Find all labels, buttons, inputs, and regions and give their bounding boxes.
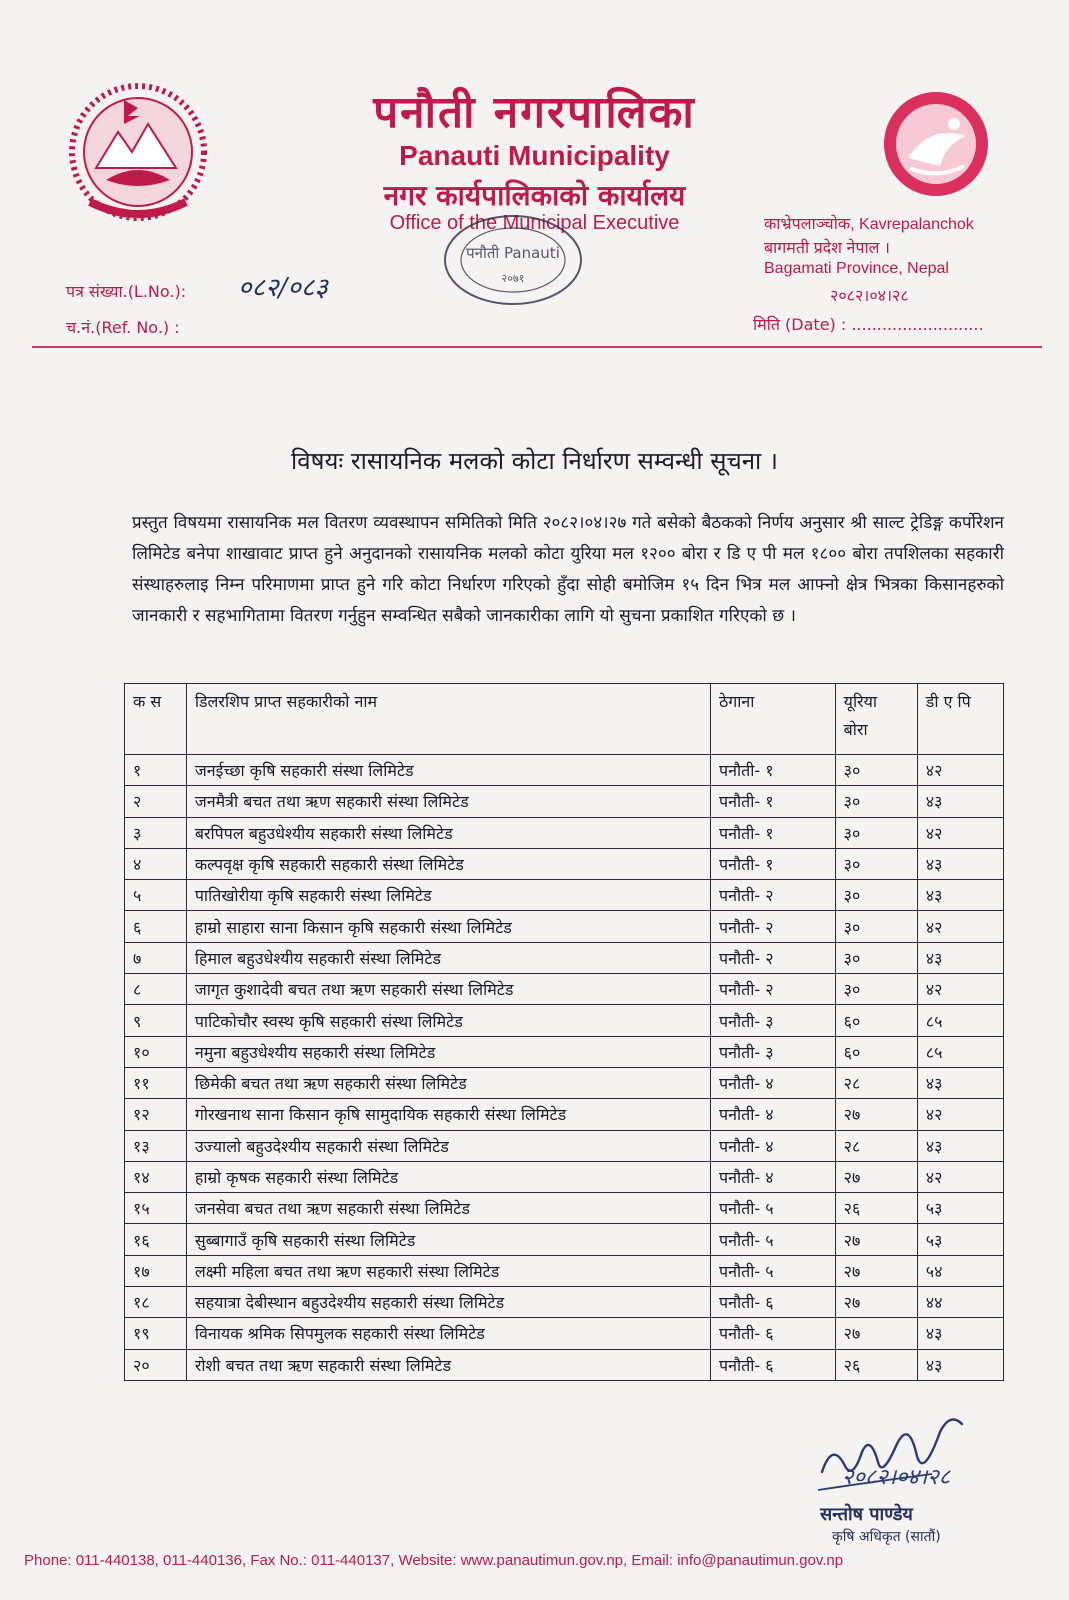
cell-urea: ३० bbox=[835, 942, 917, 973]
cell-address: पनौती- ५ bbox=[710, 1224, 835, 1255]
header-divider bbox=[32, 346, 1042, 348]
cell-name: पातिखोरीया कृषि सहकारी संस्था लिमिटेड bbox=[186, 880, 710, 911]
table-row bbox=[125, 1130, 1004, 1161]
cell-sn: ११ bbox=[125, 1067, 187, 1098]
cell-urea: ३० bbox=[835, 786, 917, 817]
municipality-title-nepali: पनौती नगरपालिका bbox=[373, 87, 696, 138]
table-row bbox=[125, 755, 1004, 786]
cell-sn: १६ bbox=[125, 1224, 187, 1255]
cell-name: पाटिकोचौर स्वस्थ कृषि सहकारी संस्था लिमिटेड bbox=[186, 1005, 710, 1036]
cell-address: पनौती- २ bbox=[710, 942, 835, 973]
municipality-title-english: Panauti Municipality bbox=[399, 140, 670, 171]
cell-urea: ३० bbox=[835, 974, 917, 1005]
cell-dap: ५३ bbox=[917, 1193, 1003, 1224]
stamp-year: २०७१ bbox=[501, 272, 525, 285]
cell-dap: ४२ bbox=[917, 911, 1003, 942]
office-stamp-icon bbox=[438, 210, 588, 310]
cell-sn: १२ bbox=[125, 1099, 187, 1130]
cell-dap: ४२ bbox=[917, 974, 1003, 1005]
cell-sn: ८ bbox=[125, 974, 187, 1005]
cell-urea: २७ bbox=[835, 1099, 917, 1130]
cell-urea: २७ bbox=[835, 1255, 917, 1286]
cell-name: नमुना बहुउधेश्यीय सहकारी संस्था लिमिटेड bbox=[186, 1036, 710, 1067]
cell-dap: ८५ bbox=[917, 1005, 1003, 1036]
table-row bbox=[125, 1224, 1004, 1255]
cell-name: विनायक श्रमिक सिपमुलक सहकारी संस्था लिमिटेड bbox=[186, 1318, 710, 1349]
reference-number-label: च.नं.(Ref. No.) : bbox=[66, 318, 180, 337]
cell-address: पनौती- ४ bbox=[710, 1161, 835, 1192]
cell-name: सुब्बागाउँ कृषि सहकारी संस्था लिमिटेड bbox=[186, 1224, 710, 1255]
col-header-urea-line2: बोरा bbox=[843, 720, 868, 739]
cell-address: पनौती- २ bbox=[710, 880, 835, 911]
cell-name: हाम्रो साहारा साना किसान कृषि सहकारी संस्था लिमिटेड bbox=[186, 911, 710, 942]
cell-urea: २६ bbox=[835, 1349, 917, 1380]
cell-address: पनौती- ६ bbox=[710, 1287, 835, 1318]
date-field-label: मिति (Date) : .......................... bbox=[753, 315, 984, 334]
table-row bbox=[125, 1099, 1004, 1130]
cell-name: लक्ष्मी महिला बचत तथा ऋण सहकारी संस्था लिमिटेड bbox=[186, 1255, 710, 1286]
cell-sn: ६ bbox=[125, 911, 187, 942]
cell-sn: ९ bbox=[125, 1005, 187, 1036]
cell-sn: १५ bbox=[125, 1193, 187, 1224]
cell-name: सहयात्रा देबीस्थान बहुउदेश्यीय सहकारी संस्था लिमिटेड bbox=[186, 1287, 710, 1318]
cell-address: पनौती- ४ bbox=[710, 1099, 835, 1130]
address-line-2: बागमती प्रदेश नेपाल । bbox=[764, 240, 890, 257]
cell-name: उज्यालो बहुउदेश्यीय सहकारी संस्था लिमिटेड bbox=[186, 1130, 710, 1161]
cell-address: पनौती- १ bbox=[710, 848, 835, 879]
table-row bbox=[125, 1287, 1004, 1318]
cell-dap: ४३ bbox=[917, 1318, 1003, 1349]
cell-name: छिमेकी बचत तथा ऋण सहकारी संस्था लिमिटेड bbox=[186, 1067, 710, 1098]
municipality-logo-icon bbox=[880, 88, 992, 200]
cell-address: पनौती- ६ bbox=[710, 1318, 835, 1349]
table-row bbox=[125, 1318, 1004, 1349]
table-row bbox=[125, 880, 1004, 911]
cell-dap: ४३ bbox=[917, 1130, 1003, 1161]
cell-name: रोशी बचत तथा ऋण सहकारी संस्था लिमिटेड bbox=[186, 1349, 710, 1380]
cell-urea: २७ bbox=[835, 1161, 917, 1192]
table-row bbox=[125, 1161, 1004, 1192]
notice-subject: विषयः रासायनिक मलको कोटा निर्धारण सम्वन्धी सूचना । bbox=[291, 447, 778, 475]
cell-dap: ५४ bbox=[917, 1255, 1003, 1286]
cell-urea: २८ bbox=[835, 1067, 917, 1098]
cell-address: पनौती- ५ bbox=[710, 1193, 835, 1224]
cell-dap: ४३ bbox=[917, 942, 1003, 973]
letter-number-label: पत्र संख्या.(L.No.): bbox=[66, 282, 187, 301]
table-header-row bbox=[125, 684, 1004, 755]
address-line-3: Bagamati Province, Nepal bbox=[764, 260, 949, 277]
signatory-title: कृषि अधिकृत (सातौं) bbox=[832, 1529, 941, 1545]
cell-urea: ६० bbox=[835, 1036, 917, 1067]
cell-sn: ७ bbox=[125, 942, 187, 973]
address-line-1: काभ्रेपलाञ्चोक, Kavrepalanchok bbox=[764, 216, 974, 233]
cell-address: पनौती- ५ bbox=[710, 1255, 835, 1286]
cell-dap: ४२ bbox=[917, 1099, 1003, 1130]
cell-name: हिमाल बहुउधेश्यीय सहकारी संस्था लिमिटेड bbox=[186, 942, 710, 973]
cell-sn: ४ bbox=[125, 848, 187, 879]
stamp-text: पनौती Panauti bbox=[466, 244, 560, 262]
header-date: २०८२।०४।२८ bbox=[830, 288, 909, 305]
footer-contact: Phone: 011-440138, 011-440136, Fax No.: 011-440137, Website: www.panautimun.gov.np, Email: info@panautimun.gov.np bbox=[24, 1552, 844, 1569]
cell-urea: ३० bbox=[835, 880, 917, 911]
cell-sn: ५ bbox=[125, 880, 187, 911]
cell-sn: २० bbox=[125, 1349, 187, 1380]
table-row bbox=[125, 817, 1004, 848]
table-row bbox=[125, 911, 1004, 942]
cell-urea: २८ bbox=[835, 1130, 917, 1161]
table-row bbox=[125, 848, 1004, 879]
cell-sn: ३ bbox=[125, 817, 187, 848]
cell-sn: १९ bbox=[125, 1318, 187, 1349]
cell-urea: २७ bbox=[835, 1224, 917, 1255]
cell-sn: १ bbox=[125, 755, 187, 786]
cell-dap: ४२ bbox=[917, 817, 1003, 848]
cell-address: पनौती- ३ bbox=[710, 1036, 835, 1067]
table-row bbox=[125, 786, 1004, 817]
cell-address: पनौती- १ bbox=[710, 817, 835, 848]
letter-number-value: ०८२/०८३ bbox=[238, 273, 328, 303]
cell-dap: ४२ bbox=[917, 1161, 1003, 1192]
office-title-english: Office of the Municipal Executive bbox=[389, 212, 680, 234]
cell-urea: ६० bbox=[835, 1005, 917, 1036]
cell-name: गोरखनाथ साना किसान कृषि सामुदायिक सहकारी संस्था लिमिटेड bbox=[186, 1099, 710, 1130]
table-row bbox=[125, 1349, 1004, 1380]
cell-address: पनौती- ४ bbox=[710, 1067, 835, 1098]
quota-table bbox=[124, 683, 1004, 1381]
cell-urea: २७ bbox=[835, 1287, 917, 1318]
cell-address: पनौती- २ bbox=[710, 974, 835, 1005]
cell-dap: ४४ bbox=[917, 1287, 1003, 1318]
cell-dap: ४३ bbox=[917, 880, 1003, 911]
cell-dap: ४३ bbox=[917, 848, 1003, 879]
cell-urea: ३० bbox=[835, 817, 917, 848]
cell-name: जागृत कुशादेवी बचत तथा ऋण सहकारी संस्था लिमिटेड bbox=[186, 974, 710, 1005]
cell-urea: ३० bbox=[835, 848, 917, 879]
cell-urea: २६ bbox=[835, 1193, 917, 1224]
cell-name: बरपिपल बहुउधेश्यीय सहकारी संस्था लिमिटेड bbox=[186, 817, 710, 848]
table-row bbox=[125, 1005, 1004, 1036]
notice-body: प्रस्तुत विषयमा रासायनिक मल वितरण व्यवस्थापन समितिको मिति २०८२।०४।२७ गते बसेको बैठकको निर्णय अनुसार श्री साल्ट ट्रेडिङ्ग कर्पोरेशन लिमिटेड बनेपा शाखावाट प्राप्त हुने अनुदानको रासायनिक मलको कोटा युरिया मल १२०० बोरा र डि ए पी मल १८०० बोरा तपशिलका सहकारी संस्थाहरुलाइ निम्न परिमाणमा प्राप्त हुने गरि कोटा निर्धारण गरिएको हुँदा सोही बमोजिम १५ दिन भित्र मल आफ्नो क्षेत्र भित्रका किसानहरुको जानकारी र सहभागितामा वितरण गर्नुहुन सम्वन्धित सबैको जानकारीका लागि यो सुचना प्रकाशित गरिएको छ । bbox=[132, 513, 1004, 626]
cell-sn: १७ bbox=[125, 1255, 187, 1286]
cell-address: पनौती- १ bbox=[710, 755, 835, 786]
cell-sn: १८ bbox=[125, 1287, 187, 1318]
table-row bbox=[125, 974, 1004, 1005]
cell-urea: ३० bbox=[835, 755, 917, 786]
cell-dap: ४३ bbox=[917, 1067, 1003, 1098]
table-row bbox=[125, 1067, 1004, 1098]
signatory-name: सन्तोष पाण्डेय bbox=[820, 1504, 913, 1525]
col-header-urea bbox=[835, 684, 917, 755]
table-row bbox=[125, 942, 1004, 973]
cell-name: हाम्रो कृषक सहकारी संस्था लिमिटेड bbox=[186, 1161, 710, 1192]
cell-dap: ४३ bbox=[917, 1349, 1003, 1380]
table-row bbox=[125, 1193, 1004, 1224]
cell-dap: ८५ bbox=[917, 1036, 1003, 1067]
cell-dap: ४२ bbox=[917, 755, 1003, 786]
col-header-urea-line1: यूरिया bbox=[843, 692, 878, 711]
cell-name: कल्पवृक्ष कृषि सहकारी सहकारी संस्था लिमिटेड bbox=[186, 848, 710, 879]
col-header-sn: क स bbox=[125, 684, 187, 755]
cell-name: जनसेवा बचत तथा ऋण सहकारी संस्था लिमिटेड bbox=[186, 1193, 710, 1224]
cell-address: पनौती- १ bbox=[710, 786, 835, 817]
cell-dap: ५३ bbox=[917, 1224, 1003, 1255]
table-row bbox=[125, 1036, 1004, 1067]
office-title-nepali: नगर कार्यपालिकाको कार्यालय bbox=[383, 179, 686, 212]
cell-address: पनौती- ३ bbox=[710, 1005, 835, 1036]
cell-sn: २ bbox=[125, 786, 187, 817]
signature-date: २०८२।०४।२८ bbox=[842, 1465, 951, 1490]
cell-sn: १४ bbox=[125, 1161, 187, 1192]
cell-dap: ४३ bbox=[917, 786, 1003, 817]
col-header-name: डिलरशिप प्राप्त सहकारीको नाम bbox=[186, 684, 710, 755]
cell-urea: २७ bbox=[835, 1318, 917, 1349]
col-header-address: ठेगाना bbox=[710, 684, 835, 755]
col-header-dap: डी ए पि bbox=[917, 684, 1003, 755]
table-row bbox=[125, 1255, 1004, 1286]
cell-urea: ३० bbox=[835, 911, 917, 942]
cell-address: पनौती- २ bbox=[710, 911, 835, 942]
cell-name: जनईच्छा कृषि सहकारी संस्था लिमिटेड bbox=[186, 755, 710, 786]
cell-sn: १३ bbox=[125, 1130, 187, 1161]
cell-name: जनमैत्री बचत तथा ऋण सहकारी संस्था लिमिटेड bbox=[186, 786, 710, 817]
cell-address: पनौती- ४ bbox=[710, 1130, 835, 1161]
cell-address: पनौती- ६ bbox=[710, 1349, 835, 1380]
cell-sn: १० bbox=[125, 1036, 187, 1067]
